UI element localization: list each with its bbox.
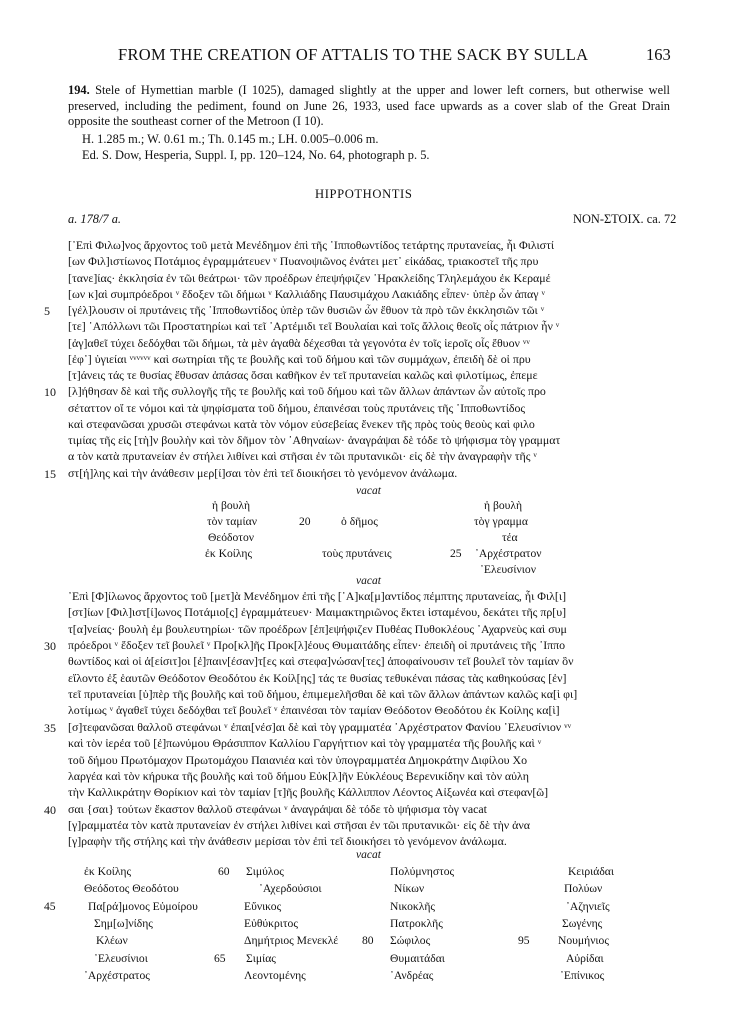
name-col1-item: Κλέων: [96, 934, 128, 948]
text-b-line: ᾿Επὶ [Φ]ίλωνος ἄρχοντος τοῦ [μετ]ὰ Μενέδημον ἐπὶ τῆς [᾿Α]κα[μ]αντίδος πέμπτης πρυτανείας, ἧι Φιλ[ι]: [68, 589, 567, 603]
name-col2-item: Εὐθύκριτος: [244, 916, 298, 930]
name-col2-item: Εὔνικος: [244, 899, 282, 913]
name-col4-item: Πολύων: [564, 882, 603, 896]
name-col1-item: Πα[ρά]μονος Εὐμοίρου: [88, 899, 198, 913]
text-b-line: [στ]ίων [Φιλ]ιστ[ί]ωνος Ποτάμιο[ς] ἐγραμμάτευεν· Μαιμακτηριῶνος ἕκτει ἱσταμένου, δεκάτει τῆς πρ[υ]: [68, 605, 567, 620]
name-col1-item: Θεόδοτος Θεοδότου: [84, 882, 179, 896]
name-col1-item: ᾿Ελευσίνιοι: [94, 951, 148, 965]
name-col3-item: Πατροκλῆς: [390, 916, 443, 930]
crown-b-line-1: ὁ δῆμος: [341, 515, 378, 528]
text-b-line: [γ]ραφὴν τῆς στήλης καὶ τὴν ἀνάθεσιν μερίσαι τὸν ἐπὶ τεῖ διοικήσει τὸ γενόμενον ἀνάλωμα.: [68, 834, 507, 849]
text-a-line: [τε] ᾿Απόλλωνι τῶι Προστατηρίωι καὶ τεῖ ᾿Αρτέμιδι τεῖ Βουλαίαι καὶ τοῖς ἄλλοις θεοῖς οἷς πάτριον ἦν ᵛ: [68, 319, 560, 334]
name-col4-item: ᾿Αζηνιεῖς: [566, 899, 610, 913]
line-number: 10: [44, 385, 56, 400]
text-b-line: τοῦ δήμου Πρωτόμαχον Πρωτομάχου Παιανιέα καὶ τὸν ὑπογραμματέα Δημοκράτην Διφίλου Χο: [68, 752, 528, 767]
crown-b-line-2: τοὺς πρυτάνεις: [322, 547, 392, 560]
line-number: 35: [44, 720, 56, 735]
line-number: 40: [44, 802, 56, 817]
text-a-line: [λ]ήθησαν δὲ καὶ τῆς συλλογῆς τῆς τε βουλῆς καὶ τοῦ δήμου καὶ τῶν ἄλλων ἁπάντων ὧν αὐτοῖς προ: [68, 384, 546, 399]
name-col3-item: Σώφιλος: [390, 934, 431, 948]
vacat-1: vacat: [356, 485, 381, 497]
text-a-line: [γέλ]λουσιν οἱ πρυτάνεις τῆς ῾Ιπποθωντίδος ὑπὲρ τῶν θυσιῶν ὧν ἔθυον τὰ πρὸ τῶν ἐκκλησιῶν τῶι ᵛ: [68, 303, 545, 317]
text-a-line: [᾿Επὶ Φιλω]νος ἄρχοντος τοῦ μετὰ Μενέδημον ἐπὶ τῆς ῾Ιπποθωντίδος τετάρτης πρυτανείας, ἧι Φιλιστί: [68, 238, 555, 252]
text-a-line: [ἀγ]αθεῖ τύχει δεδόχθαι τῶι δήμωι, τὰ μὲν ἀγαθὰ δέχεσθαι τὰ γεγονότα ἐν τοῖς ἱεροῖς οἷς ἔθυον ᵛᵛ: [68, 335, 530, 350]
entry-number: 194.: [68, 83, 90, 97]
name-col4-item: Σωγένης: [562, 916, 603, 930]
text-a-line: [ων Φιλ]ιστίωνος Ποτάμιος ἐγραμμάτευεν ᵛ Πυανοψιῶνος ἐνάτει μετ᾿ εἰκάδας, τριακοστεῖ τῆς πρυ: [68, 254, 539, 269]
entry-description: [68, 83, 670, 130]
name-col4-item: ᾿Επίνικος: [560, 968, 605, 982]
text-a-line: σέταττον οἵ τε νόμοι καὶ τὰ ψηφίσματα τοῦ δήμου, ἐπαινέσαι τοὺς πρυτάνεις τῆς ῾Ιπποθωντίδος: [68, 400, 526, 415]
text-b-line: θωντίδος καὶ οἱ ἀ[είσιτ]οι [ἐ]παιν[έσαν]τ[ες καὶ στεφα]νώσαν[τες] ἀποφαίνουσιν τεῖ βουλεῖ τὸν ταμίαν ὃν: [68, 654, 574, 669]
name-col1-item: ἐκ Κοίλης: [84, 865, 132, 878]
text-b-line: λοτίμως ᵛ ἀγαθεῖ τύχει δεδόχθαι τεῖ βουλεῖ ᵛ ἐπαινέσαι τὸν ταμίαν Θεόδοτον Θεοδότου ἐκ Κοίλης κα[ὶ]: [68, 703, 560, 718]
text-a-line: καὶ στεφανῶσαι χρυσῶι στεφάνωι κατὰ τὸν νόμον εὐσεβείας ἕνεκεν τῆς πρὸς τοὺς θεοὺς καὶ φιλο: [68, 416, 535, 431]
text-b-line: σαι {σαι} τούτων ἕκαστον θαλλοῦ στεφάνωι ᵛ ἀναγράψαι δὲ τόδε τὸ ψήφισμα τὸγ vacat: [68, 801, 487, 816]
text-b-line: τεῖ πρυτανείαι [ὑ]πὲρ τῆς βουλῆς καὶ τοῦ δήμου, ἐπιμεμελῆσθαι δὲ καὶ τῶν ἄλλων ἁπάντων καλῶς κα[ὶ φι]: [68, 687, 578, 702]
name-col3-item: ᾿Ανδρέας: [390, 968, 434, 982]
line-number: 80: [362, 934, 374, 948]
text-a-line: [τ]άνεις τάς τε θυσίας ἔθυσαν ἁπάσας ὅσαι καθῆκον ἐν τεῖ πρυτανείαι καλῶς καὶ φιλοτίμως, ἐπεμε: [68, 368, 538, 382]
name-col3-item: Νικοκλῆς: [390, 899, 435, 913]
line-number: 60: [218, 865, 230, 878]
name-col1-item: ᾿Αρχέστρατος: [84, 968, 150, 982]
text-a-line: α τὸν κατὰ πρυτανείαν ἐν στήλει λιθίνει καὶ στῆσαι ἐν τῶι πρυτανικῶι· εἰς δὲ τὴν ἀναγραφὴν τῆς ᵛ: [68, 449, 537, 464]
text-b-line: τὴν Καλλικράτην Θορίκιον καὶ τὸν ταμίαν [τ]ῆς βουλῆς Κάλλιππον Λέοντος Αἰξωνέα καὶ στεφαν[ῶ]: [68, 785, 549, 800]
entry-description-text: Stele of Hymettian marble (I 1025), damaged slightly at the upper and lower left corners, but otherwise well preserved, including the pediment, found on June 26, 1933, used face upwards as a cover slab of the Great Drain opposite the southeast corner of the Metroon (I 10).: [68, 83, 670, 129]
crown-c-line-1: ἡ βουλὴ: [484, 499, 523, 512]
crown-c-line-3: τέα: [502, 531, 518, 544]
name-col4-item: Κειριάδαι: [568, 865, 614, 878]
text-a-line: στ[ή]λης καὶ τὴν ἀνάθεσιν μερ[ί]σαι τὸν ἐπὶ τεῖ διοικήσει τὸ γενόμενον ἀνάλωμα.: [68, 465, 458, 480]
name-col2-item: Σιμίας: [246, 951, 276, 965]
line-number: 65: [214, 951, 226, 965]
name-col2-item: Δημήτριος Μενεκλέ: [244, 934, 339, 948]
crown-a-line-2: τὸν ταμίαν: [207, 515, 257, 528]
text-b-line: τ[α]νείας· βουλὴ ἐμ βουλευτηρίωι· τῶν προέδρων [ἐπ]εψήφιζεν Πυθέας Πυθοκλέους ᾿Αχαρνεὺς καὶ συμ: [68, 621, 567, 636]
crown-a-line-4: ἐκ Κοίλης: [205, 547, 253, 560]
edition: Ed. S. Dow, Hesperia, Suppl. I, pp. 120–124, No. 64, photograph p. 5.: [82, 148, 430, 162]
crown-a-line-1: ἡ βουλὴ: [212, 499, 251, 512]
line-number: 95: [518, 934, 530, 948]
text-a-line: τιμίας τῆς εἰς [τὴ]ν βουλὴν καὶ τὸν δῆμον τὸν ᾿Αθηναίων· ἀναγράψαι δὲ τόδε τὸ ψήφισμα τὸγ γραμματ: [68, 433, 561, 447]
name-col2-item: Σιμύλος: [246, 865, 284, 878]
name-col1-item: Σημ[ω]νίδης: [94, 916, 153, 930]
crown-c-line-5: ᾿Ελευσίνιον: [480, 563, 536, 576]
vacat-3: vacat: [356, 849, 381, 861]
text-b-line: πρόεδροι ᵛ ἔδοξεν τεῖ βουλεῖ ᵛ Προ[κλ]ῆς Προκ[λ]έους Θυμαιτάδης εἶπεν· ἐπειδὴ οἱ πρυτάνεις τῆς ῾Ιππο: [68, 638, 566, 653]
crown-c-line-2: τὸγ γραμμα: [474, 515, 528, 528]
name-col2-item: ᾿Αχερδούσιοι: [259, 882, 322, 896]
line-number: 5: [44, 304, 50, 318]
stoich-note: NON-ΣΤΟΙΧ. ca. 72: [573, 212, 677, 226]
name-col2-item: Λεοντομένης: [244, 968, 306, 982]
text-b-line: εἵλοντο ἐξ ἑαυτῶν Θεόδοτον Θεοδότου ἐκ Κοίλ[ης] τάς τε θυσίας τεθυκέναι πάσας τὰς καθηκούσας [ἐν]: [68, 670, 567, 685]
name-col3-item: Θυμαιτάδαι: [390, 951, 445, 965]
line-number: 15: [44, 466, 56, 481]
tribe-heading: HIPPOTHONTIS: [315, 187, 413, 201]
line-number: 45: [44, 899, 56, 913]
name-col4-item: Νουμήνιος: [558, 934, 609, 948]
crown-c-line-4: ᾿Αρχέστρατον: [475, 547, 542, 560]
text-a-line: [ων κ]αὶ συμπρόεδροι ᵛ ἔδοξεν τῶι δήμωι ᵛ Καλλιάδης Παυσιμάχου Λακιάδης εἶπεν· ὑπὲρ ὧν ἀπαγ ᵛ: [68, 286, 545, 301]
line-number: 30: [44, 639, 56, 654]
text-a-line: [ἐφ᾿] ὑγιείαι ᵛᵛᵛᵛᵛᵛ καὶ σωτηρίαι τῆς τε βουλῆς καὶ τοῦ δήμου καὶ τῶν συμμάχων, ἐπειδὴ δὲ οἱ πρυ: [68, 351, 531, 366]
crown-a-line-3: Θεόδοτον: [208, 531, 254, 544]
line-number-25: 25: [450, 547, 462, 560]
date-line: a. 178/7 a.: [68, 212, 122, 226]
name-col3-item: Πολύμνηστος: [390, 865, 455, 878]
name-col3-item: Νίκων: [394, 882, 425, 896]
running-title: FROM THE CREATION OF ATTALIS TO THE SACK BY SULLA: [118, 45, 589, 64]
text-b-line: [σ]τεφανῶσαι θαλλοῦ στεφάνωι ᵛ ἐπαι[νέσ]αι δὲ καὶ τὸγ γραμματέα ᾿Αρχέστρατον Φανίου ᾿Ελευσίνιον ᵛᵛ: [68, 719, 572, 734]
dimensions: H. 1.285 m.; W. 0.61 m.; Th. 0.145 m.; LH. 0.005–0.006 m.: [82, 132, 379, 146]
line-number-20: 20: [299, 515, 311, 528]
text-b-line: λαργέα καὶ τὸν κήρυκα τῆς βουλῆς καὶ τοῦ δήμου Εὐκ[λ]ῆν Εὐκλέους Βερενικίδην καὶ τὸν αὐλη: [68, 768, 529, 783]
page-number: 163: [646, 45, 671, 64]
vacat-2: vacat: [356, 575, 381, 587]
name-col4-item: Αὐρίδαι: [566, 951, 604, 965]
text-b-line: καὶ τὸν ἱερέα τοῦ [ἐ]πωνύμου Θράσιππον Καλλίου Γαργήττιον καὶ τὸγ γραμματέα τῆς βουλῆς καὶ ᵛ: [68, 736, 542, 751]
text-b-line: [γ]ραμματέα τὸν κατὰ πρυτανείαν ἐν στήλει λιθίνει καὶ στῆσαι ἐν τῶι πρυτανικῶι· εἰς δὲ τὴν ἀνα: [68, 817, 530, 832]
text-a-line: [τανε]ίας· ἐκκλησία ἐν τῶι θεάτρωι· τῶν προέδρων ἐπεψήφιζεν ῾Ηρακλείδης Τληλεμάχου ἐκ Κεραμέ: [68, 270, 551, 285]
